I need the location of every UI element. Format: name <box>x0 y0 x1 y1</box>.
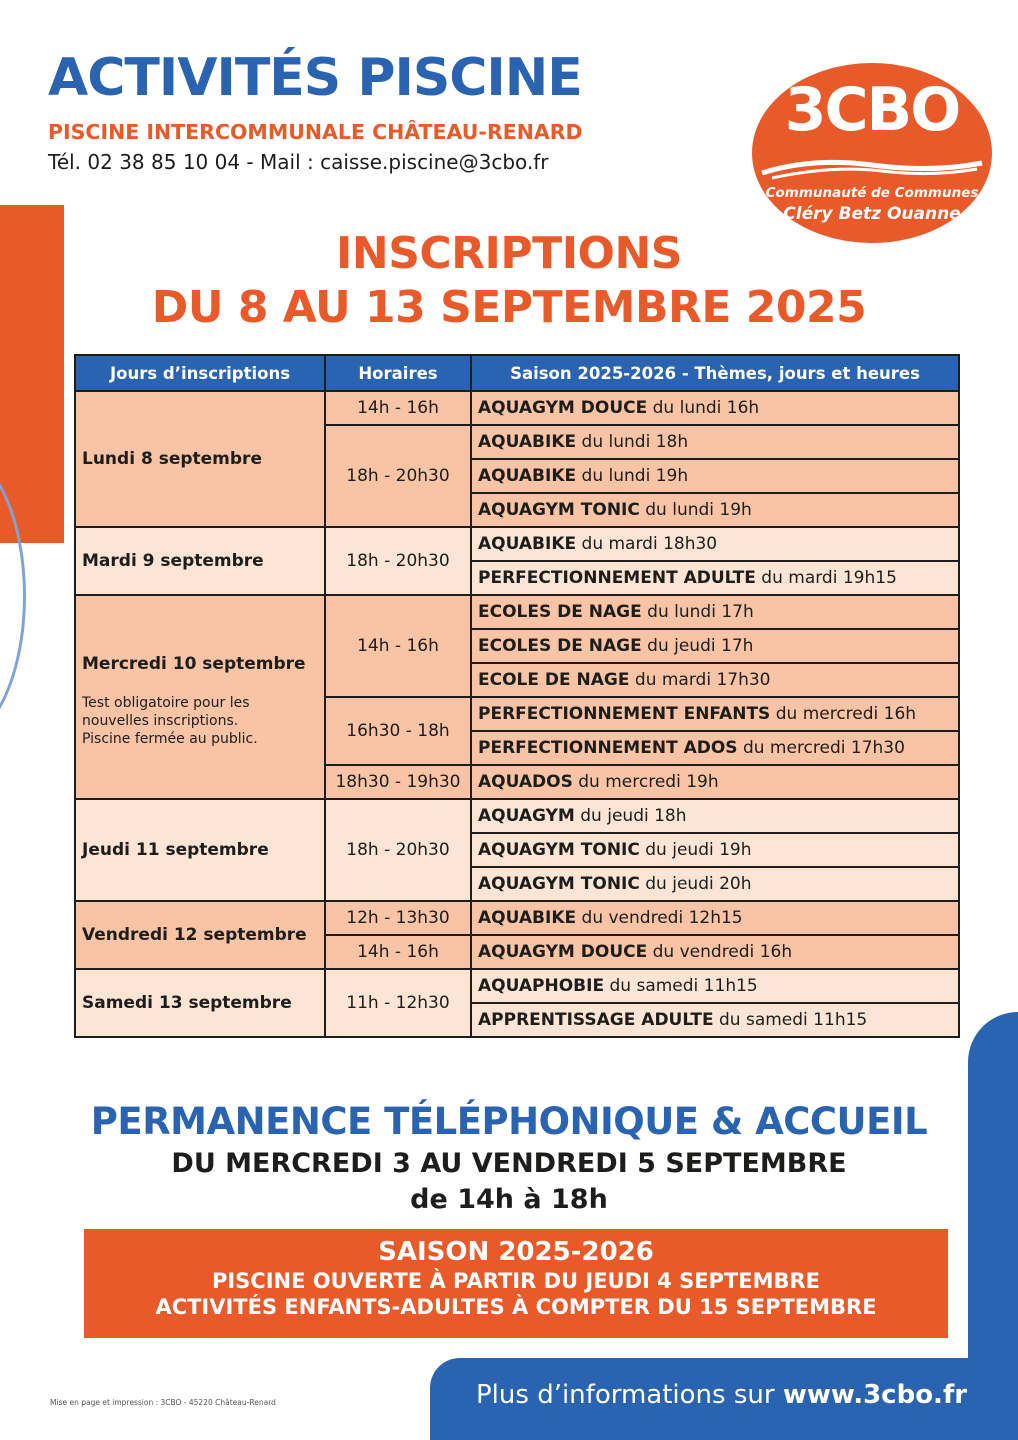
day-cell <box>75 595 325 799</box>
inscriptions-dates: DU 8 AU 13 SEPTEMBRE 2025 <box>151 282 867 333</box>
table-row <box>75 901 959 935</box>
hours-cell: 11h - 12h30 <box>325 969 471 1037</box>
3cbo-logo <box>752 63 992 243</box>
day-label: Mercredi 10 septembre <box>82 654 306 674</box>
page-title: ACTIVITÉS PISCINE <box>48 48 582 108</box>
activity-cell: ECOLES DE NAGE du lundi 17h <box>471 595 959 629</box>
pool-name: PISCINE INTERCOMMUNALE CHÂTEAU-RENARD <box>48 120 583 144</box>
col-header-season: Saison 2025-2026 - Thèmes, jours et heures <box>471 355 959 391</box>
permanence-dates: DU MERCREDI 3 AU VENDREDI 5 SEPTEMBRE <box>171 1148 847 1179</box>
hours-cell: 18h - 20h30 <box>325 527 471 595</box>
hours-cell: 14h - 16h <box>325 391 471 425</box>
activity-cell: AQUAGYM TONIC du lundi 19h <box>471 493 959 527</box>
hours-cell: 18h - 20h30 <box>325 799 471 901</box>
day-cell: Vendredi 12 septembre <box>75 901 325 969</box>
hours-cell: 18h30 - 19h30 <box>325 765 471 799</box>
banner-opening: PISCINE OUVERTE À PARTIR DU JEUDI 4 SEPTEMBRE <box>211 1269 821 1293</box>
logo-wave-icon <box>752 151 992 181</box>
activity-cell: AQUABIKE du vendredi 12h15 <box>471 901 959 935</box>
activity-cell: ECOLES DE NAGE du jeudi 17h <box>471 629 959 663</box>
table-row <box>75 595 959 629</box>
season-banner <box>84 1229 948 1338</box>
activity-cell: PERFECTIONNEMENT ADULTE du mardi 19h15 <box>471 561 959 595</box>
activity-cell: PERFECTIONNEMENT ENFANTS du mercredi 16h <box>471 697 959 731</box>
print-credit: Mise en page et impression : 3CBO - 45220 Château-Renard <box>50 1398 276 1407</box>
more-info-prefix: Plus d’informations sur <box>476 1380 775 1410</box>
day-cell: Jeudi 11 septembre <box>75 799 325 901</box>
inscriptions-heading: INSCRIPTIONS <box>336 228 682 279</box>
website-link[interactable]: www.3cbo.fr <box>782 1380 968 1410</box>
activity-cell: AQUABIKE du lundi 19h <box>471 459 959 493</box>
day-cell: Mardi 9 septembre <box>75 527 325 595</box>
day-cell: Samedi 13 septembre <box>75 969 325 1037</box>
permanence-hours: de 14h à 18h <box>410 1184 608 1215</box>
logo-brand: 3CBO <box>784 75 960 145</box>
table-row <box>75 527 959 561</box>
hours-cell: 16h30 - 18h <box>325 697 471 765</box>
activity-cell: AQUAPHOBIE du samedi 11h15 <box>471 969 959 1003</box>
col-header-days: Jours d’inscriptions <box>75 355 325 391</box>
banner-activities-start: ACTIVITÉS ENFANTS-ADULTES À COMPTER DU 15 SEPTEMBRE <box>155 1295 877 1319</box>
activity-cell: AQUAGYM DOUCE du lundi 16h <box>471 391 959 425</box>
banner-season: SAISON 2025-2026 <box>378 1237 654 1267</box>
activity-cell: AQUABIKE du lundi 18h <box>471 425 959 459</box>
permanence-heading: PERMANENCE TÉLÉPHONIQUE & ACCUEIL <box>90 1100 928 1143</box>
hours-cell: 18h - 20h30 <box>325 425 471 527</box>
activity-cell: ECOLE DE NAGE du mardi 17h30 <box>471 663 959 697</box>
col-header-hours: Horaires <box>325 355 471 391</box>
hours-cell: 14h - 16h <box>325 935 471 969</box>
logo-line2: Cléry Betz Ouanne <box>783 204 961 224</box>
day-cell: Lundi 8 septembre <box>75 391 325 527</box>
contact-info: Tél. 02 38 85 10 04 - Mail : caisse.piscine@3cbo.fr <box>48 150 549 174</box>
schedule-table <box>74 354 960 1038</box>
more-info <box>476 1380 967 1410</box>
hours-cell: 12h - 13h30 <box>325 901 471 935</box>
activity-cell: AQUAGYM TONIC du jeudi 20h <box>471 867 959 901</box>
table-row <box>75 799 959 833</box>
activity-cell: AQUADOS du mercredi 19h <box>471 765 959 799</box>
logo-line1: Communauté de Communes <box>765 185 979 201</box>
activity-cell: AQUAGYM DOUCE du vendredi 16h <box>471 935 959 969</box>
day-note: Test obligatoire pour les nouvelles inscriptions. Piscine fermée au public. <box>82 695 258 747</box>
table-header-row <box>75 355 959 391</box>
activity-cell: PERFECTIONNEMENT ADOS du mercredi 17h30 <box>471 731 959 765</box>
activity-cell: AQUAGYM du jeudi 18h <box>471 799 959 833</box>
hours-cell: 14h - 16h <box>325 595 471 697</box>
activity-cell: AQUAGYM TONIC du jeudi 19h <box>471 833 959 867</box>
table-row <box>75 969 959 1003</box>
activity-cell: AQUABIKE du mardi 18h30 <box>471 527 959 561</box>
table-row <box>75 391 959 425</box>
activity-cell: APPRENTISSAGE ADULTE du samedi 11h15 <box>471 1003 959 1037</box>
